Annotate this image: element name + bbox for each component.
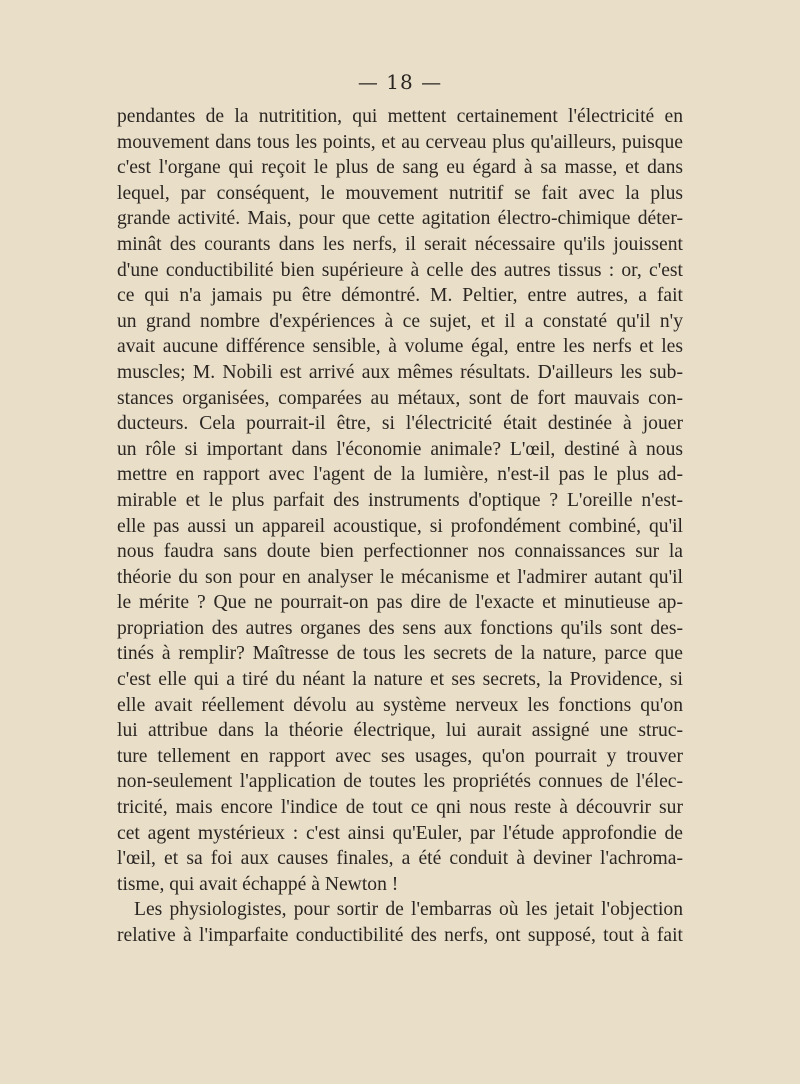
text-line: avait aucune différence sensible, à volume égal, entre les nerfs et les [117,336,683,358]
text-line: non-seulement l'application de toutes les propriétés connues de l'élec- [117,771,683,793]
text-line: le mérite ? Que ne pourrait-on pas dire de l'exacte et minutieuse ap- [117,592,683,614]
text-line: minât des courants dans les nerfs, il serait nécessaire qu'ils jouissent [117,233,683,255]
paragraph-start-line: Les physiologistes, pour sortir de l'embarras où les jetait l'objection [134,899,683,921]
text-line: l'œil, et sa foi aux causes finales, a été conduit à deviner l'achroma- [117,848,683,870]
paragraph-end-line: tisme, qui avait échappé à Newton ! [117,873,399,895]
text-line: un grand nombre d'expériences à ce sujet, et il a constaté qu'il n'y [117,310,683,332]
text-line: ce qui n'a jamais pu être démontré. M. Peltier, entre autres, a fait [117,285,683,307]
text-line: muscles; M. Nobili est arrivé aux mêmes résultats. D'ailleurs les sub- [117,361,683,383]
text-line: elle avait réellement dévolu au système nerveux les fonctions qu'on [117,694,683,716]
text-line: tinés à remplir? Maîtresse de tous les secrets de la nature, parce que [117,643,683,665]
text-line: ture tellement en rapport avec ses usages, qu'on pourrait y trouver [117,745,683,767]
text-line: ducteurs. Cela pourrait-il être, si l'électricité était destinée à jouer [117,413,683,435]
body-text [117,104,683,949]
text-line: mouvement dans tous les points, et au cerveau plus qu'ailleurs, puisque [117,131,683,153]
text-line: un rôle si important dans l'économie animale? L'œil, destiné à nous [117,438,683,460]
text-line: lui attribue dans la théorie électrique, lui aurait assigné une struc- [117,720,683,742]
text-line: grande activité. Mais, pour que cette agitation électro-chimique déter- [117,208,683,230]
text-line: pendantes de la nutritition, qui mettent certainement l'électricité en [117,106,683,127]
text-line: lequel, par conséquent, le mouvement nutritif se fait avec la plus [117,182,683,204]
text-line: mettre en rapport avec l'agent de la lumière, n'est-il pas le plus ad- [117,464,683,486]
text-line: stances organisées, comparées au métaux, sont de fort mauvais con- [117,387,683,409]
text-line: nous faudra sans doute bien perfectionner nos connaissances sur la [117,541,683,563]
page-number: — 18 — [357,70,443,94]
text-line: c'est l'organe qui reçoit le plus de sang eu égard à sa masse, et dans [117,157,683,179]
text-line: d'une conductibilité bien supérieure à celle des autres tissus : or, c'est [117,259,683,281]
text-line: théorie du son pour en analyser le mécanisme et l'admirer autant qu'il [117,566,683,588]
text-line: elle pas aussi un appareil acoustique, si profondément combiné, qu'il [117,515,683,537]
text-line: mirable et le plus parfait des instruments d'optique ? L'oreille n'est- [117,489,683,511]
text-line: cet agent mystérieux : c'est ainsi qu'Euler, par l'étude approfondie de [117,822,683,844]
text-line: relative à l'imparfaite conductibilité des nerfs, ont supposé, tout à fait [117,925,683,946]
text-line: propriation des autres organes des sens aux fonctions qu'ils sont des- [117,617,683,639]
text-line: c'est elle qui a tiré du néant la nature et ses secrets, la Providence, si [117,669,683,691]
text-line: tricité, mais encore l'indice de tout ce qni nous reste à découvrir sur [117,797,683,819]
